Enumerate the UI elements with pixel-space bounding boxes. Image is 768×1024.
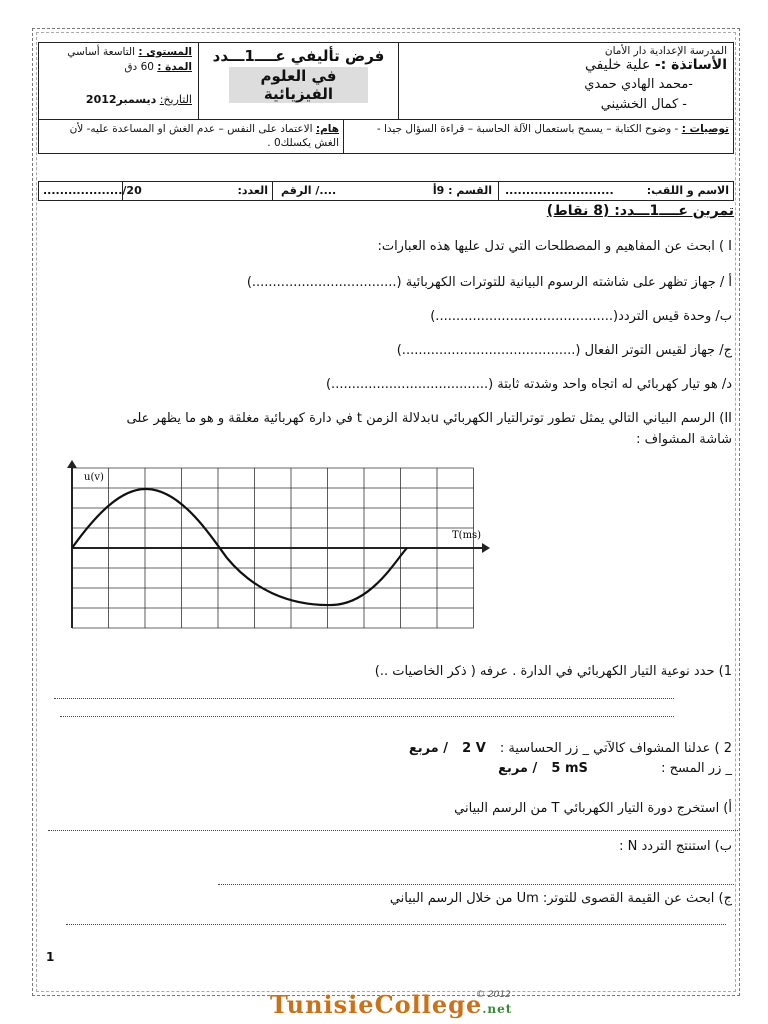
page-number: 1: [46, 950, 55, 964]
level-label: المستوى :: [138, 46, 192, 58]
header-table: [38, 42, 734, 120]
level-value: التاسعة أساسي: [67, 46, 136, 58]
date-label: التاريخ:: [159, 93, 192, 106]
answer-line-1: [54, 698, 674, 699]
name-label: الاسم و اللقب:: [646, 184, 729, 197]
question-2c: ج) ابحث عن القيمة القصوى للتوتر: Um من خلال الرسم البياني: [389, 891, 732, 906]
question-1: 1) حدد نوعية التيار الكهربائي في الدارة . عرفه ( ذكر الخاصيات ..): [374, 664, 732, 679]
part2-line1: II) الرسم البياني التالي يمثل تطور توترالتيار الكهربائي uبدلالة الزمن t في دارة كهربائية مغلقة و هو ما يظهر على: [126, 411, 732, 426]
sweep-unit: / مربع: [498, 761, 538, 776]
time-axis-arrow: [482, 543, 490, 553]
notes-row: [38, 120, 734, 154]
duration-value: 60 دق: [124, 61, 154, 73]
exercise-title: تمرين عــــ1ـــدد: (8 نقاط): [546, 203, 734, 219]
oscilloscope-graph: [62, 458, 492, 638]
question-2b: ب) استنتج التردد N :: [619, 839, 732, 854]
answer-line-5: [66, 924, 726, 925]
header-title-cell: [199, 43, 399, 119]
sweep-label: _ زر المسح :: [661, 761, 732, 776]
header-info-cell: [39, 43, 199, 119]
sweep-value: 5 mS: [551, 761, 588, 776]
important-cell: [39, 120, 344, 153]
name-dots: ..........................: [505, 184, 614, 197]
question-a: أ / جهاز تظهر على شاشته الرسوم البيانية للتوترات الكهربائية (...................................): [246, 275, 732, 290]
important-text: الاعتماد على النفس – عدم الغش او المساعدة عليه- لأن الغش يكسلك0 .: [69, 123, 339, 149]
number-label: ..../ الرقم: [281, 184, 337, 197]
question-c: ج/ جهاز لقيس التوتر الفعال (..........................................): [396, 343, 732, 358]
logo-tld: .net: [482, 1002, 513, 1016]
x-axis-label: T(ms): [452, 530, 482, 541]
question-d: د/ هو تيار كهربائي له اتجاه واحد وشدته ثابتة (......................................): [325, 377, 732, 392]
grade-value: .................../20: [43, 184, 142, 197]
header-school-cell: [399, 43, 733, 119]
recommend-text: - وضوح الكتابة – يسمح باستعمال الآلة الحاسبة – قراءة السؤال جيدا -: [376, 123, 679, 135]
sensitivity-value: 2 V: [462, 741, 486, 756]
school-name: المدرسة الإعدادية دار الأمان: [604, 45, 727, 57]
student-id-row: [38, 181, 734, 201]
answer-line-4: [218, 884, 734, 885]
teachers-label: الأساتذة :-: [654, 57, 727, 73]
question-2a: أ) استخرج دورة التيار الكهربائي T من الرسم البياني: [454, 801, 732, 816]
answer-line-3: [48, 830, 738, 831]
exam-title: فرض تأليفي عــــ1ـــدد: [212, 47, 385, 65]
exam-subject: في العلوم الفيزيائية: [229, 67, 368, 103]
date-value: ديسمبر2012: [85, 93, 157, 106]
grade-label: العدد:: [237, 184, 268, 197]
important-label: هام:: [315, 123, 339, 135]
sensitivity-unit: / مربع: [408, 741, 448, 756]
answer-line-2: [60, 716, 674, 717]
recommend-cell: [344, 120, 733, 153]
duration-label: المدة :: [157, 61, 192, 73]
teacher-2: -محمد الهادي حمدي: [584, 77, 693, 92]
question-2: 2 ) عدلنا المشواف كالآتي _ زر الحساسية :: [499, 741, 732, 756]
part2-line2: شاشة المشواف :: [636, 432, 732, 447]
part1-instruction: I ) ابحث عن المفاهيم و المصطلحات التي تدل عليها هذه العبارات:: [377, 239, 732, 254]
class-label: القسم : 9أ: [432, 184, 492, 197]
teacher-1: علية خليفي: [584, 57, 651, 73]
recommend-label: توصيات :: [681, 123, 729, 135]
footer: [0, 986, 768, 1024]
logo-text: TunisieCollege: [270, 990, 483, 1019]
y-axis-label: u(v): [84, 472, 104, 483]
voltage-axis-arrow: [67, 460, 77, 468]
copyright: © 2012: [476, 990, 511, 1000]
question-b: ب/ وحدة قيس التردد(...........................................): [430, 309, 732, 324]
teacher-3: - كمال الخشيني: [600, 97, 687, 112]
